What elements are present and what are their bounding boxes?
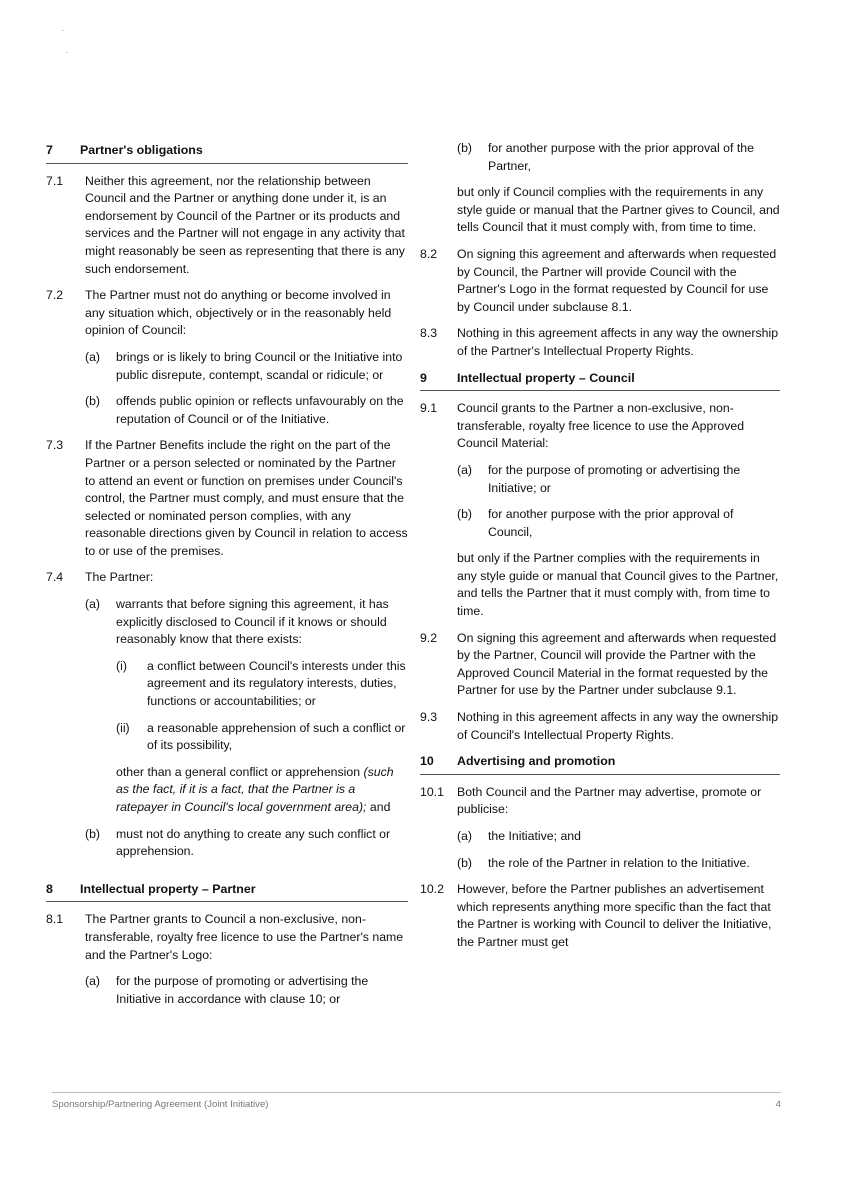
clause-text: However, before the Partner publishes an advertisement which represents anything more specific than the fact that the Partner is working with Council to deliver the Initiative, the Partner must get (457, 882, 772, 949)
clause-8-1-continuation: but only if Council complies with the requirements in any style guide or manual that the Partner gives to Council, and tells Council that it must comply with, from time to time. (457, 185, 780, 235)
clause-7-1 (46, 173, 408, 279)
subclause-text: offends public opinion or reflects unfavourably on the reputation of Council or of the Initiative. (116, 394, 404, 426)
subclause-text: for the purpose of promoting or advertising the Initiative in accordance with clause 10; or (116, 974, 369, 1006)
continuation-and: and (369, 800, 391, 814)
subclause-number: (b) (457, 141, 473, 155)
subclause-7-2-a (85, 349, 408, 384)
section-title: Intellectual property – Partner (80, 881, 256, 896)
page-number: 4 (775, 1099, 781, 1110)
subclause-number: (a) (457, 462, 473, 477)
subclause-text: brings or is likely to bring Council or the Initiative into public disrepute, contempt, scandal or ridicule; or (116, 349, 403, 382)
clause-number: 8.3 (420, 326, 438, 341)
clause-number: 10.1 (420, 784, 444, 799)
clause-7-2 (46, 287, 408, 340)
clause-text: Nothing in this agreement affects in any way the ownership of the Partner's Intellectual Property Rights. (457, 326, 779, 358)
clause-number: 7.3 (46, 438, 64, 453)
clause-8-2 (420, 246, 780, 316)
subclause-number: (i) (116, 658, 127, 673)
clause-text: The Partner must not do anything or become involved in any situation which, objectively or in the reasonably held opinion of Council: (85, 288, 392, 338)
subclause-9-1-b (457, 506, 780, 541)
subclause-number: (b) (457, 507, 473, 522)
continuation-text: other than a general conflict or apprehension (116, 764, 361, 779)
clause-text: If the Partner Benefits include the right on the part of the Partner or a person selected or nominated by the Partner to attend an event or function on premises under Council's control, the Partner must comply, and must ensure that the selected or nominated person complies, with any reasonable directions given by Council in relation to access to or use of the premises. (85, 438, 408, 558)
clause-9-3 (420, 709, 780, 744)
section-number: 7 (46, 143, 53, 157)
subclause-number: (b) (85, 826, 101, 841)
subclause-number: (b) (457, 855, 473, 870)
clause-number: 7.1 (46, 173, 64, 188)
clause-7-4-a-continuation (116, 764, 408, 817)
page-footer (52, 1092, 781, 1110)
subclause-text: must not do anything to create any such conflict or apprehension. (116, 826, 391, 859)
subclause-9-1-a (457, 462, 780, 497)
subclause-number: (b) (85, 394, 101, 409)
clause-text: On signing this agreement and afterwards when requested by Council, the Partner will provide Council with the Partner's Logo in the format requested by Council for use by Council under subclause 8.1. (457, 246, 777, 314)
subclause-number: (a) (85, 974, 101, 989)
clause-number: 9.1 (420, 401, 438, 416)
section-heading-10 (420, 753, 780, 775)
section-number: 8 (46, 881, 53, 896)
clause-number: 10.2 (420, 882, 444, 897)
subclause-8-1-b (457, 140, 780, 175)
section-title: Advertising and promotion (457, 754, 616, 769)
continuation-italic-text: (such as the fact, if it is a fact, that the Partner is a ratepayer in Council's local government area); (116, 764, 394, 814)
clause-text: The Partner: (85, 570, 154, 585)
subclause-text: a reasonable apprehension of such a conflict or of its possibility, (147, 720, 406, 753)
clause-number: 7.2 (46, 288, 64, 303)
clause-10-1 (420, 784, 780, 819)
subclause-number: (a) (85, 597, 101, 612)
clause-number: 8.2 (420, 246, 438, 261)
clause-7-3 (46, 437, 408, 560)
section-heading-9 (420, 370, 780, 392)
clause-9-1-continuation: but only if the Partner complies with the requirements in any style guide or manual that Council gives to the Partner, and tells the Partner that it must comply with, from time to time. (457, 551, 779, 619)
subclause-text: for another purpose with the prior approval of Council, (488, 507, 734, 539)
left-column (46, 140, 408, 1017)
clause-8-3 (420, 325, 780, 360)
subclause-7-4-a (85, 596, 408, 649)
subclause-text: for another purpose with the prior approval of the Partner, (488, 141, 754, 173)
subclause-10-1-b (457, 855, 780, 873)
section-title: Intellectual property – Council (457, 370, 635, 385)
section-title: Partner's obligations (80, 143, 203, 157)
clause-number: 9.3 (420, 710, 438, 725)
clause-text: Council grants to the Partner a non-exclusive, non-transferable, royalty free licence to use the Approved Council Material: (457, 401, 745, 451)
clause-10-2 (420, 881, 780, 951)
clause-number: 7.4 (46, 570, 64, 585)
subclause-7-2-b (85, 393, 408, 428)
subclause-number: (ii) (116, 720, 130, 735)
subclause-text: a conflict between Council's interests under this agreement and its regulatory interests, duties, functions or accountabilities; or (147, 658, 406, 709)
clause-number: 9.2 (420, 630, 438, 645)
clause-9-1 (420, 400, 780, 453)
clause-text: Nothing in this agreement affects in any way the ownership of Council's Intellectual Property Rights. (457, 710, 779, 742)
right-column (420, 140, 780, 961)
clause-7-4 (46, 569, 408, 587)
subclause-text: for the purpose of promoting or advertising the Initiative; or (488, 462, 741, 495)
section-number: 9 (420, 370, 427, 385)
clause-8-1 (46, 911, 408, 964)
clause-text: Both Council and the Partner may advertise, promote or publicise: (457, 784, 762, 817)
subclause-7-4-b (85, 826, 408, 861)
subclause-number: (a) (457, 829, 473, 843)
subclause-number: (a) (85, 349, 101, 364)
clause-text: Neither this agreement, nor the relationship between Council and the Partner or anything done under it, is an endorsement by Council of the Partner or its products and services and the Partner will not engage in any activity that might reasonably be seen as representing that there is any such endorsement. (85, 173, 405, 276)
clause-text: On signing this agreement and afterwards when requested by the Partner, Council will provide the Partner with the Approved Council Material in the format requested by the Partner for use by the Partner under subclause 9.1. (457, 630, 777, 698)
subclause-text: the role of the Partner in relation to the Initiative. (488, 855, 750, 870)
clause-number: 8.1 (46, 912, 64, 927)
subclause-10-1-a (457, 828, 780, 846)
section-number: 10 (420, 754, 434, 769)
section-heading-8 (46, 881, 408, 903)
subclause-8-1-a (85, 973, 408, 1008)
section-heading-7 (46, 142, 408, 164)
clause-9-2 (420, 630, 780, 700)
subclause-text: the Initiative; and (488, 829, 581, 843)
subclause-7-4-a-i (116, 658, 408, 711)
footer-document-title: Sponsorship/Partnering Agreement (Joint Initiative) (52, 1099, 269, 1110)
subclause-7-4-a-ii (116, 720, 408, 755)
clause-text: The Partner grants to Council a non-exclusive, non-transferable, royalty free licence to use the Partner's name and the Partner's Logo: (85, 912, 404, 962)
subclause-text: warrants that before signing this agreement, it has explicitly disclosed to Council if it knows or should reasonably know that there exists: (116, 597, 389, 647)
